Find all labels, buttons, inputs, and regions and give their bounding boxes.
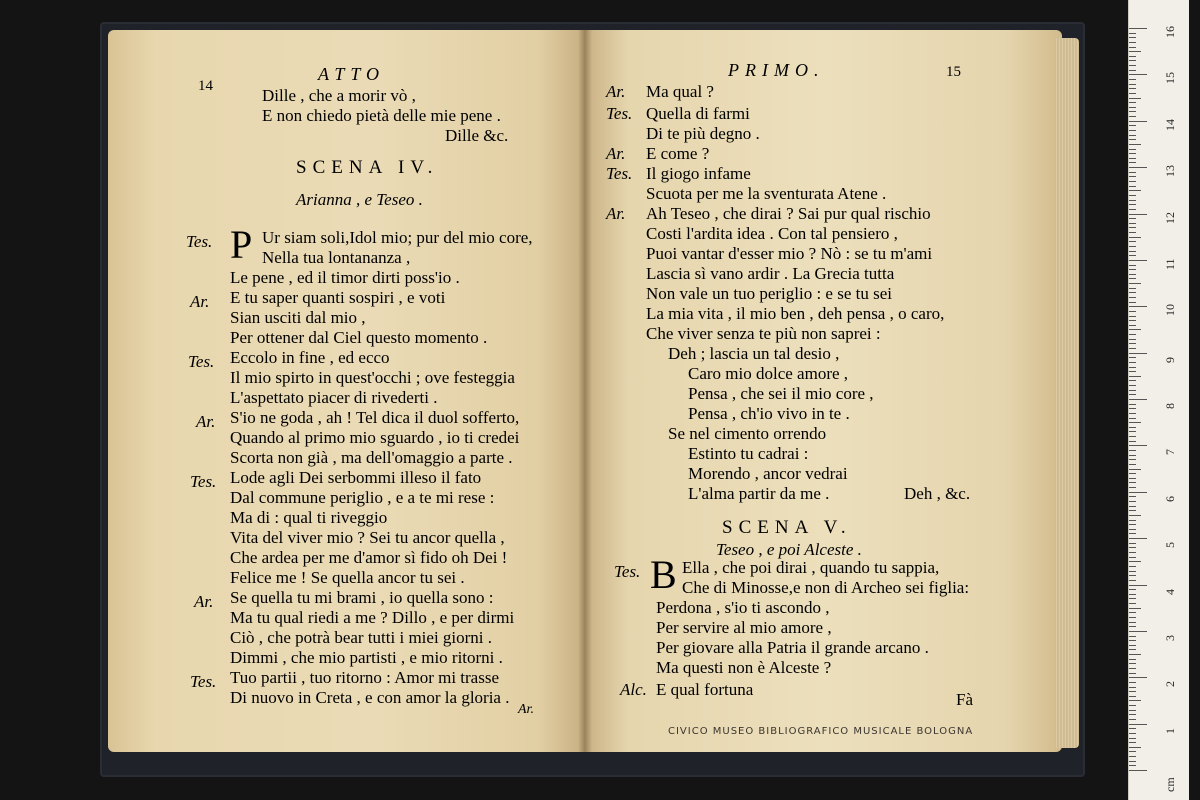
verse-line: Ella , che poi dirai , quando tu sappia, [682, 558, 940, 577]
ruler-label: 16 [1163, 26, 1177, 38]
ruler-label: 8 [1163, 403, 1177, 409]
ruler-tick [1129, 246, 1136, 247]
verse-line: Quella di farmi [646, 104, 750, 123]
ruler-tick [1129, 450, 1136, 451]
ruler-tick [1129, 571, 1136, 572]
ruler-tick [1129, 459, 1136, 460]
scale-ruler [1128, 0, 1189, 800]
speaker-label: Tes. [190, 472, 217, 491]
ruler-label: 14 [1163, 118, 1177, 131]
ruler-label: 6 [1163, 495, 1177, 502]
ruler-label: 12 [1163, 211, 1177, 224]
verse-line: Costi l'ardita idea . Con tal pensiero , [646, 224, 898, 243]
ruler-tick [1129, 761, 1136, 762]
verse-line: Scorta non già , ma dell'omaggio a parte . [230, 448, 513, 467]
ruler-tick [1129, 445, 1147, 446]
verse-line: Se quella tu mi brami , io quella sono : [230, 588, 494, 607]
ruler-tick [1129, 139, 1136, 140]
ruler-tick [1129, 116, 1136, 117]
ruler-tick [1129, 455, 1136, 456]
ruler-tick [1129, 223, 1136, 224]
ruler-tick [1129, 135, 1136, 136]
speaker-label: Alc. [620, 680, 647, 699]
ruler-tick [1129, 645, 1136, 646]
ruler-tick [1129, 431, 1136, 432]
ruler-tick [1129, 520, 1136, 521]
ruler-tick [1129, 385, 1136, 386]
verse-line: Lascia sì vano ardir . La Grecia tutta [646, 264, 895, 283]
ruler-tick [1129, 501, 1136, 502]
ruler-tick [1129, 357, 1136, 358]
ruler-tick [1129, 278, 1136, 279]
verse-line: Pensa , ch'io vivo in te . [688, 404, 850, 423]
ruler-tick [1129, 311, 1136, 312]
ruler-tick [1129, 636, 1136, 637]
ruler-tick [1129, 37, 1136, 38]
ruler-tick [1129, 533, 1136, 534]
ruler-tick [1129, 98, 1141, 99]
ruler-tick [1129, 181, 1136, 182]
ruler-tick [1129, 594, 1136, 595]
ruler-tick [1129, 28, 1147, 29]
ruler-tick [1129, 598, 1136, 599]
ruler-label: 1 [1163, 727, 1177, 734]
ruler-tick [1129, 575, 1136, 576]
ruler-tick [1129, 353, 1147, 354]
catchword: Ar. [518, 702, 534, 717]
ruler-tick [1129, 200, 1136, 201]
ruler-tick [1129, 496, 1136, 497]
ruler-tick [1129, 292, 1136, 293]
running-head: PRIMO. [728, 60, 825, 80]
speaker-label: Ar. [606, 82, 626, 101]
ruler-tick [1129, 714, 1136, 715]
book-gutter [578, 30, 592, 752]
speaker-label: Tes. [188, 352, 215, 371]
ruler-tick [1129, 320, 1136, 321]
verse-line: Eccolo in fine , ed ecco [230, 348, 390, 367]
running-head: ATTO [318, 64, 386, 84]
ruler-tick [1129, 724, 1147, 725]
ruler-tick [1129, 603, 1136, 604]
catchword: Fà [956, 690, 973, 709]
ruler-tick [1129, 172, 1136, 173]
ruler-tick [1129, 515, 1141, 516]
ruler-label: 9 [1163, 356, 1177, 363]
ruler-tick [1129, 144, 1141, 145]
ruler-tick [1129, 227, 1136, 228]
ruler-tick [1129, 218, 1136, 219]
ruler-tick [1129, 334, 1136, 335]
ruler-tick [1129, 149, 1136, 150]
ruler-tick [1129, 510, 1136, 511]
ruler-tick [1129, 269, 1136, 270]
ruler-tick [1129, 329, 1141, 330]
verse-line: Per servire al mio amore , [656, 618, 832, 637]
verse-line: Dille &c. [445, 126, 509, 145]
ruler-tick [1129, 733, 1136, 734]
ruler-tick [1129, 367, 1136, 368]
ruler-tick [1129, 413, 1136, 414]
ruler-tick [1129, 589, 1136, 590]
ruler-tick [1129, 663, 1136, 664]
ruler-tick [1129, 742, 1136, 743]
ruler-tick [1129, 237, 1141, 238]
ruler-tick [1129, 214, 1147, 215]
ruler-tick [1129, 260, 1147, 261]
ruler-tick [1129, 557, 1136, 558]
ruler-tick [1129, 283, 1141, 284]
ruler-tick [1129, 524, 1136, 525]
ruler-tick [1129, 612, 1136, 613]
ruler-tick [1129, 422, 1141, 423]
verse-line: E tu saper quanti sospiri , e voti [230, 288, 446, 307]
ruler-tick [1129, 538, 1147, 539]
ruler-tick [1129, 673, 1136, 674]
ruler-label: 2 [1163, 681, 1177, 688]
verse-line: Scuota per me la sventurata Atene . [646, 184, 887, 203]
ruler-tick [1129, 186, 1136, 187]
verse-line: Ur siam soli,Idol mio; pur del mio core, [262, 228, 533, 247]
ruler-tick [1129, 566, 1136, 567]
verse-line: Morendo , ancor vedrai [688, 464, 848, 483]
ruler-tick [1129, 580, 1136, 581]
ruler-tick [1129, 436, 1136, 437]
ruler-tick [1129, 232, 1136, 233]
ruler-tick [1129, 473, 1136, 474]
ruler-tick [1129, 649, 1136, 650]
ruler-tick [1129, 751, 1136, 752]
ruler-label: 10 [1163, 304, 1177, 317]
ruler-label: 15 [1163, 72, 1177, 85]
ruler-tick [1129, 427, 1136, 428]
ruler-tick [1129, 162, 1136, 163]
speaker-label: Ar. [606, 144, 626, 163]
ruler-tick [1129, 441, 1136, 442]
verse-line: S'io ne goda , ah ! Tel dica il duol sofferto, [230, 408, 520, 427]
verse-line: Il giogo infame [646, 164, 751, 183]
ruler-tick [1129, 561, 1141, 562]
ruler-tick [1129, 204, 1136, 205]
verse-line: E come ? [646, 144, 710, 163]
verse-line: Quando al primo mio sguardo , io ti credei [230, 428, 520, 447]
scene-characters: Teseo , e poi Alceste . [716, 540, 862, 559]
ruler-label: 4 [1163, 588, 1177, 595]
ruler-tick [1129, 371, 1136, 372]
ruler-tick [1129, 710, 1136, 711]
ruler-tick [1129, 552, 1136, 553]
ruler-tick [1129, 51, 1141, 52]
ruler-tick [1129, 390, 1136, 391]
ruler-tick [1129, 654, 1141, 655]
ruler-tick [1129, 728, 1136, 729]
ruler-tick [1129, 543, 1136, 544]
ruler-tick [1129, 121, 1147, 122]
ruler-tick [1129, 302, 1136, 303]
ruler-tick [1129, 265, 1136, 266]
verse-line: Sian usciti dal mio , [230, 308, 366, 327]
ruler-tick [1129, 617, 1136, 618]
speaker-label: Ar. [190, 292, 210, 311]
page-edges [1055, 38, 1079, 748]
ruler-tick [1129, 478, 1136, 479]
ruler-tick [1129, 130, 1136, 131]
ruler-tick [1129, 274, 1136, 275]
ruler-label: 7 [1163, 449, 1177, 456]
verse-line: Ma di : qual ti riveggio [230, 508, 388, 527]
ruler-tick [1129, 343, 1136, 344]
ruler-tick [1129, 195, 1136, 196]
ruler-tick [1129, 747, 1141, 748]
ruler-tick [1129, 255, 1136, 256]
ruler-tick [1129, 677, 1147, 678]
ruler-tick [1129, 529, 1136, 530]
ruler-tick [1129, 585, 1147, 586]
speaker-label: Tes. [186, 232, 213, 251]
speaker-label: Tes. [190, 672, 217, 691]
ruler-tick [1129, 492, 1147, 493]
ruler-tick [1129, 696, 1136, 697]
ruler-tick [1129, 765, 1136, 766]
verse-line: Dal commune periglio , e a te mi rese : [230, 488, 495, 507]
ruler-tick [1129, 74, 1147, 75]
verse-line: Di nuovo in Creta , e con amor la gloria . [230, 688, 510, 707]
speaker-label: Tes. [606, 104, 633, 123]
verse-line: E qual fortuna [656, 680, 754, 699]
verse-line: Dille , che a morir vò , [262, 86, 416, 105]
ruler-label: 13 [1163, 165, 1177, 178]
verse-line: Ma tu qual riedi a me ? Dillo , e per dirmi [230, 608, 515, 627]
ruler-label: 11 [1163, 258, 1177, 270]
speaker-label: Ar. [196, 412, 216, 431]
verse-line: Le pene , ed il timor dirti poss'io . [230, 268, 460, 287]
ruler-tick [1129, 56, 1136, 57]
ruler-tick [1129, 158, 1136, 159]
ruler-tick [1129, 418, 1136, 419]
ruler-tick [1129, 700, 1141, 701]
dropcap: P [230, 222, 253, 267]
scene-characters: Arianna , e Teseo . [296, 190, 423, 209]
ruler-tick [1129, 626, 1136, 627]
verse-line: La mia vita , il mio ben , deh pensa , o caro, [646, 304, 945, 323]
ruler-tick [1129, 705, 1136, 706]
ruler-tick [1129, 376, 1141, 377]
ruler-tick [1129, 176, 1136, 177]
ruler-unit: cm [1163, 777, 1177, 792]
ruler-label: 5 [1163, 542, 1177, 549]
ruler-tick [1129, 404, 1136, 405]
ruler-tick [1129, 42, 1136, 43]
ruler-tick [1129, 79, 1136, 80]
ruler-tick [1129, 622, 1136, 623]
ruler-tick [1129, 93, 1136, 94]
ruler-tick [1129, 60, 1136, 61]
speaker-label: Tes. [614, 562, 641, 581]
verse-line: Non vale un tuo periglio : e se tu sei [646, 284, 892, 303]
ruler-tick [1129, 770, 1147, 771]
ruler-tick [1129, 348, 1136, 349]
verse-line: Puoi vantar d'esser mio ? Nò : se tu m'ami [646, 244, 933, 263]
ruler-tick [1129, 691, 1136, 692]
ruler-tick [1129, 70, 1136, 71]
ruler-tick [1129, 241, 1136, 242]
page-number: 15 [946, 64, 961, 80]
ruler-tick [1129, 738, 1136, 739]
verse-line: Nella tua lontananza , [262, 248, 411, 267]
speaker-label: Tes. [606, 164, 633, 183]
verse-line: Lode agli Dei serbommi illeso il fato [230, 468, 482, 487]
ruler-tick [1129, 167, 1147, 168]
verse-line: Estinto tu cadrai : [688, 444, 809, 463]
ruler-tick [1129, 107, 1136, 108]
ruler-tick [1129, 719, 1136, 720]
verse-line: L'alma partir da me . [688, 484, 830, 503]
ruler-tick [1129, 297, 1136, 298]
verse-line: Ma questi non è Alceste ? [656, 658, 832, 677]
verse-line: Che di Minosse,e non di Archeo sei figlia: [682, 578, 970, 597]
scene-title: SCENA IV. [296, 157, 439, 178]
ruler-tick [1129, 111, 1136, 112]
ruler-tick [1129, 464, 1136, 465]
verse-line: Tuo partii , tuo ritorno : Amor mi trasse [230, 668, 500, 687]
verse-line: Che viver senza te più non saprei : [646, 324, 881, 343]
verse-line: Caro mio dolce amore , [688, 364, 849, 383]
ruler-tick [1129, 668, 1136, 669]
verse-line: Pensa , che sei il mio core , [688, 384, 874, 403]
ruler-tick [1129, 469, 1141, 470]
ruler-tick [1129, 482, 1136, 483]
page-number: 14 [198, 78, 213, 94]
verse-line: Vita del viver mio ? Sei tu ancor quella , [230, 528, 505, 547]
verse-line: E non chiedo pietà delle mie pene . [262, 106, 501, 125]
verse-line: Ma qual ? [646, 82, 714, 101]
ruler-tick [1129, 209, 1136, 210]
ruler-tick [1129, 394, 1136, 395]
ruler-tick [1129, 659, 1136, 660]
verse-line: Deh ; lascia un tal desio , [668, 344, 840, 363]
verse-line: Ciò , che potrà bear tutti i miei giorni . [230, 628, 493, 647]
verse-line: Dimmi , che mio partisti , e mio ritorni . [230, 648, 503, 667]
ruler-tick [1129, 153, 1136, 154]
ruler-tick [1129, 288, 1136, 289]
ruler-tick [1129, 47, 1136, 48]
verse-line: Perdona , s'io ti ascondo , [656, 598, 830, 617]
ruler-tick [1129, 306, 1147, 307]
ruler-tick [1129, 682, 1136, 683]
ruler-tick [1129, 84, 1136, 85]
ruler-tick [1129, 608, 1141, 609]
ruler-tick [1129, 33, 1136, 34]
speaker-label: Ar. [194, 592, 214, 611]
ruler-tick [1129, 88, 1136, 89]
ruler-tick [1129, 251, 1136, 252]
verse-line: Di te più degno . [646, 124, 760, 143]
ruler-tick [1129, 190, 1141, 191]
scene-title: SCENA V. [722, 517, 852, 538]
ruler-label: 3 [1163, 634, 1177, 641]
verse-line: L'aspettato piacer di rivederti . [230, 388, 438, 407]
verse-line: Se nel cimento orrendo [668, 424, 827, 443]
speaker-label: Ar. [606, 204, 626, 223]
verse-line: Per ottener dal Ciel questo momento . [230, 328, 488, 347]
ruler-tick [1129, 102, 1136, 103]
verse-line: Deh , &c. [904, 484, 971, 503]
ruler-tick [1129, 487, 1136, 488]
ruler-tick [1129, 640, 1136, 641]
ruler-tick [1129, 125, 1136, 126]
library-stamp: CIVICO MUSEO BIBLIOGRAFICO MUSICALE BOLOGNA [668, 726, 974, 737]
verse-line: Felice me ! Se quella ancor tu sei . [230, 568, 465, 587]
ruler-tick [1129, 408, 1136, 409]
ruler-tick [1129, 547, 1136, 548]
ruler-tick [1129, 380, 1136, 381]
verse-line: Ah Teseo , che dirai ? Sai pur qual rischio [646, 204, 931, 223]
ruler-tick [1129, 65, 1136, 66]
ruler-tick [1129, 316, 1136, 317]
ruler-tick [1129, 325, 1136, 326]
verse-line: Per giovare alla Patria il grande arcano . [656, 638, 929, 657]
verse-line: Che ardea per me d'amor sì fido oh Dei ! [230, 548, 508, 567]
dropcap: B [650, 552, 677, 597]
ruler-tick [1129, 756, 1136, 757]
ruler-tick [1129, 687, 1136, 688]
ruler-tick [1129, 399, 1147, 400]
verse-line: Il mio spirto in quest'occhi ; ove festeggia [230, 368, 515, 387]
ruler-tick [1129, 339, 1136, 340]
ruler-tick [1129, 506, 1136, 507]
ruler-tick [1129, 362, 1136, 363]
ruler-tick [1129, 631, 1147, 632]
